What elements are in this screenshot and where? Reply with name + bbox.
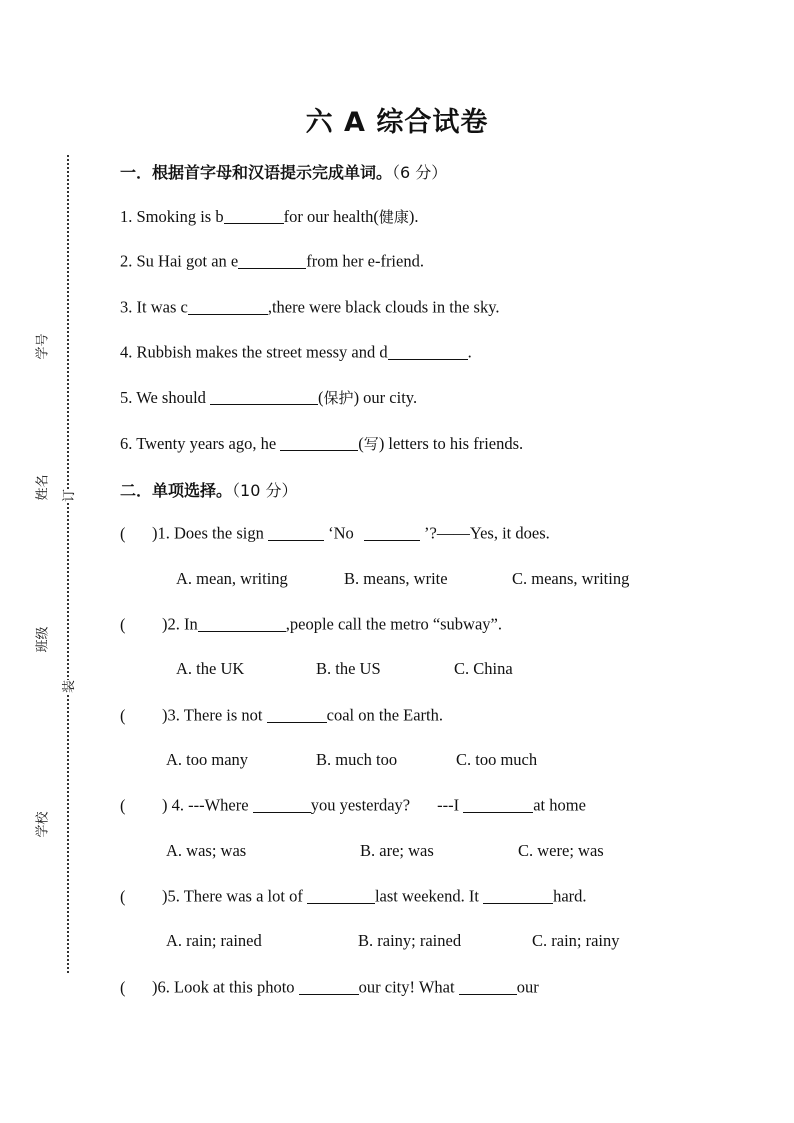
margin-label-name: 姓名 [32, 474, 51, 500]
answer-blank[interactable] [388, 342, 468, 360]
question-2: ( )2. In ,people call the metro “subway”. [120, 614, 502, 634]
option-c[interactable]: C. too much [456, 750, 538, 769]
fill-item-6: 6. Twenty years ago, he (写) letters to his friends. [120, 434, 524, 453]
section-1-heading [120, 160, 447, 183]
section-1-title: 一．根据首字母和汉语提示完成单词。 [120, 163, 393, 182]
question-5: ( )5. There was a lot of last weekend. It hard. [120, 886, 587, 906]
option-a[interactable]: A. mean, writing [176, 569, 288, 588]
answer-blank[interactable] [268, 523, 324, 541]
section-2-points: （10 分） [232, 481, 298, 500]
option-c[interactable]: C. means, writing [512, 569, 630, 588]
fill-item-2: 2. Su Hai got an e from her e-friend. [120, 251, 424, 271]
option-c[interactable]: C. rain; rainy [532, 931, 620, 950]
binding-mark-zhuang: 装 [56, 680, 79, 693]
option-c[interactable]: C. China [454, 659, 513, 678]
section-2-heading [120, 478, 297, 501]
answer-blank[interactable] [459, 977, 517, 995]
answer-paren[interactable]: ( [120, 705, 126, 725]
answer-blank[interactable] [463, 795, 533, 813]
answer-blank[interactable] [198, 614, 286, 632]
option-a[interactable]: A. too many [166, 750, 249, 769]
answer-paren[interactable]: ( [120, 886, 126, 906]
section-2-title: 二．单项选择。 [120, 481, 233, 500]
option-a[interactable]: A. was; was [166, 841, 247, 860]
option-b[interactable]: B. much too [316, 750, 398, 769]
answer-blank[interactable] [280, 434, 358, 452]
answer-blank[interactable] [483, 886, 553, 904]
option-b[interactable]: B. means, write [344, 569, 448, 588]
answer-paren[interactable]: ( [120, 977, 126, 997]
fill-item-4: 4. Rubbish makes the street messy and d . [120, 342, 472, 362]
answer-blank[interactable] [224, 207, 284, 225]
section-1-points: （6 分） [392, 163, 448, 182]
answer-blank[interactable] [307, 886, 375, 904]
answer-blank[interactable] [299, 977, 359, 995]
fill-item-3: 3. It was c ,there were black clouds in the sky. [120, 297, 500, 317]
option-b[interactable]: B. the US [316, 659, 381, 678]
question-4: ( ) 4. ---Where you yesterday? ---I at home [120, 795, 586, 815]
answer-blank[interactable] [253, 795, 311, 813]
answer-paren[interactable]: ( [120, 795, 126, 815]
margin-label-class: 班级 [32, 626, 51, 652]
page-title: 六 A 综合试卷 [305, 107, 489, 138]
answer-blank[interactable] [267, 705, 327, 723]
answer-paren[interactable]: ( [120, 523, 126, 543]
binding-mark-ding: 订 [56, 489, 79, 502]
margin-label-school: 学校 [32, 811, 51, 837]
option-a[interactable]: A. the UK [176, 659, 245, 678]
option-a[interactable]: A. rain; rained [166, 931, 262, 950]
answer-blank[interactable] [188, 297, 268, 315]
answer-paren[interactable]: ( [120, 614, 126, 634]
answer-blank[interactable] [364, 523, 420, 541]
option-b[interactable]: B. rainy; rained [358, 931, 462, 950]
margin-label-student-number: 学号 [32, 333, 51, 359]
answer-blank[interactable] [210, 388, 318, 406]
question-6: ( )6. Look at this photo our city! What our [120, 977, 539, 997]
fill-item-5: 5. We should (保护) our city. [120, 388, 418, 407]
question-3: ( )3. There is not coal on the Earth. [120, 705, 444, 725]
answer-blank[interactable] [238, 251, 306, 269]
fill-item-1: 1. Smoking is b for our health(健康). [120, 207, 419, 226]
binding-dotted-line [67, 155, 69, 973]
option-c[interactable]: C. were; was [518, 841, 604, 860]
option-b[interactable]: B. are; was [360, 841, 434, 860]
question-1: ( )1. Does the sign ‘No ’?——Yes, it does. [120, 523, 550, 543]
